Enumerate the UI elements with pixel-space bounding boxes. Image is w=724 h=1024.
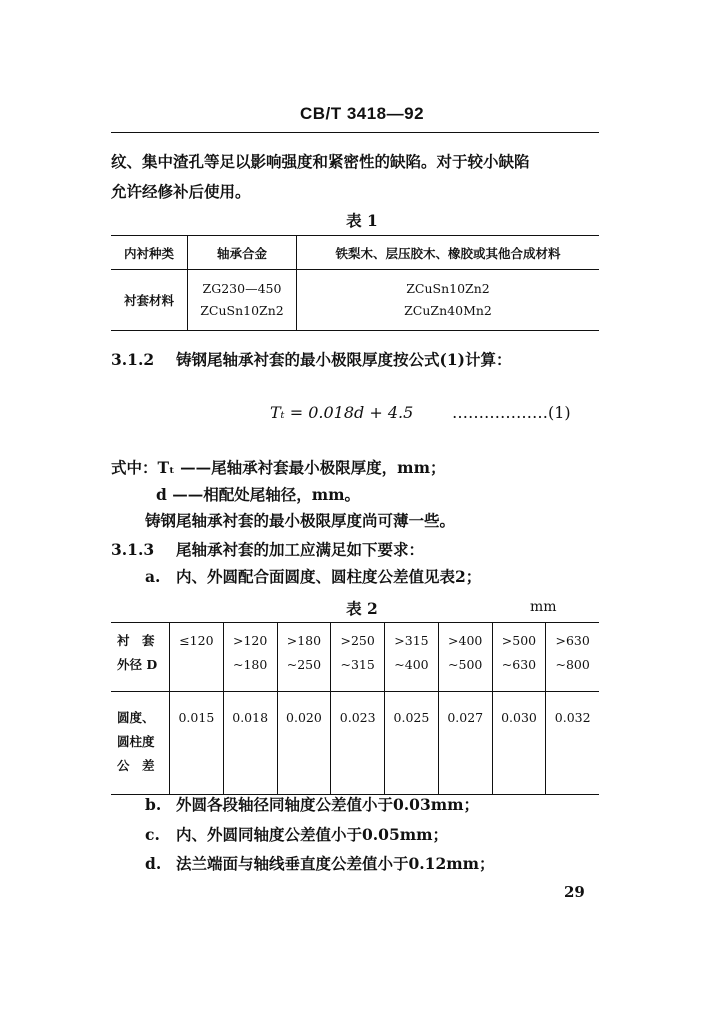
list-item: 内、外圆同轴度公差值小于0.05mm；: [176, 825, 449, 844]
range-upper: ~180: [232, 657, 268, 672]
table-cell: [188, 270, 297, 331]
section-number: 3.1.2: [111, 350, 155, 369]
tolerance-cell: 0.025: [385, 692, 439, 795]
tolerance-cell: 0.032: [554, 710, 591, 725]
range-cell: [546, 623, 599, 692]
table-header-cell: 内衬种类: [111, 236, 188, 270]
table-cell: [297, 270, 600, 331]
section-text: 铸钢尾轴承衬套的最小极限厚度按公式(1)计算：: [176, 350, 512, 369]
alloy-value: ZCuSn10Zn2: [200, 303, 284, 318]
equation-number: ………………(1): [452, 403, 571, 422]
table-header-cell: 轴承合金: [188, 236, 297, 270]
list-label: d.: [145, 854, 162, 873]
list-label: b.: [145, 795, 162, 814]
note-text: 铸钢尾轴承衬套的最小极限厚度尚可薄一些。: [145, 511, 456, 530]
range-cell: [438, 623, 492, 692]
paragraph-line: 纹、集中渣孔等足以影响强度和紧密性的缺陷。对于较小缺陷: [111, 152, 530, 171]
table-2: [111, 622, 599, 795]
list-label: c.: [145, 825, 160, 844]
header-divider: [111, 132, 599, 133]
range-lower: ≤120: [179, 633, 214, 648]
table-row-label: [111, 692, 170, 795]
list-item: 内、外圆配合面圆度、圆柱度公差值见表2；: [176, 567, 482, 586]
table-1: [111, 235, 599, 331]
material-value: ZCuZn40Mn2: [404, 303, 492, 318]
range-upper: ~315: [340, 657, 375, 672]
paragraph-line: 允许经修补后使用。: [111, 182, 251, 201]
list-item: 外圆各段轴径同轴度公差值小于0.03mm；: [176, 795, 480, 814]
tolerance-cell: 0.027: [438, 692, 492, 795]
range-lower: >400: [448, 633, 483, 648]
range-cell: [223, 623, 277, 692]
list-item: 法兰端面与轴线垂直度公差值小于0.12mm；: [176, 854, 495, 873]
tolerance-cell: 0.015: [170, 692, 224, 795]
table2-unit: mm: [530, 599, 557, 615]
section-text: 尾轴承衬套的加工应满足如下要求：: [176, 540, 425, 559]
table-row: [111, 692, 599, 795]
row-label-line: 衬 套: [117, 633, 155, 648]
range-upper: ~800: [555, 657, 590, 672]
range-upper: ~400: [394, 657, 429, 672]
table1-caption: 表 1: [346, 211, 378, 230]
page-number: 29: [564, 883, 585, 901]
row-label-line: 圆度、: [117, 710, 155, 725]
range-upper: ~250: [286, 657, 322, 672]
range-cell: [492, 623, 546, 692]
section-number: 3.1.3: [111, 540, 155, 559]
table-row: [111, 236, 599, 270]
row-label-line: 公 差: [117, 758, 155, 773]
equation: Tₜ = 0.018d + 4.5: [270, 403, 414, 422]
row-label-line: 圆柱度: [117, 734, 155, 749]
range-lower: >250: [340, 633, 375, 648]
list-label: a.: [145, 567, 161, 586]
range-upper: ~500: [448, 657, 483, 672]
tolerance-cell: 0.030: [492, 692, 546, 795]
range-lower: >315: [394, 633, 429, 648]
range-cell: [277, 623, 331, 692]
range-cell: [385, 623, 439, 692]
range-cell: [170, 623, 224, 692]
range-lower: >180: [286, 633, 322, 648]
alloy-value: ZG230—450: [202, 281, 282, 296]
table-row: [111, 623, 599, 692]
table-row: [111, 270, 599, 331]
range-lower: >500: [501, 633, 537, 648]
table-row-label: [111, 623, 170, 692]
where-clause: 式中：Tₜ ——尾轴承衬套最小极限厚度，mm；: [111, 458, 446, 477]
table2-caption: 表 2: [346, 599, 378, 618]
range-lower: >120: [232, 633, 268, 648]
range-cell: [331, 623, 385, 692]
table-row-label: 衬套材料: [111, 270, 188, 331]
standard-code-header: CB/T 3418—92: [299, 104, 425, 123]
range-lower: >630: [555, 633, 590, 648]
table-header-cell: 铁梨木、层压胶木、橡胶或其他合成材料: [297, 236, 600, 270]
row-label-line: 外径 D: [117, 657, 158, 672]
where-clause: d ——相配处尾轴径，mm。: [156, 485, 361, 504]
tolerance-cell: 0.023: [331, 692, 385, 795]
material-value: ZCuSn10Zn2: [406, 281, 490, 296]
tolerance-cell: 0.018: [223, 692, 277, 795]
range-upper: ~630: [501, 657, 537, 672]
tolerance-cell: 0.020: [277, 692, 331, 795]
